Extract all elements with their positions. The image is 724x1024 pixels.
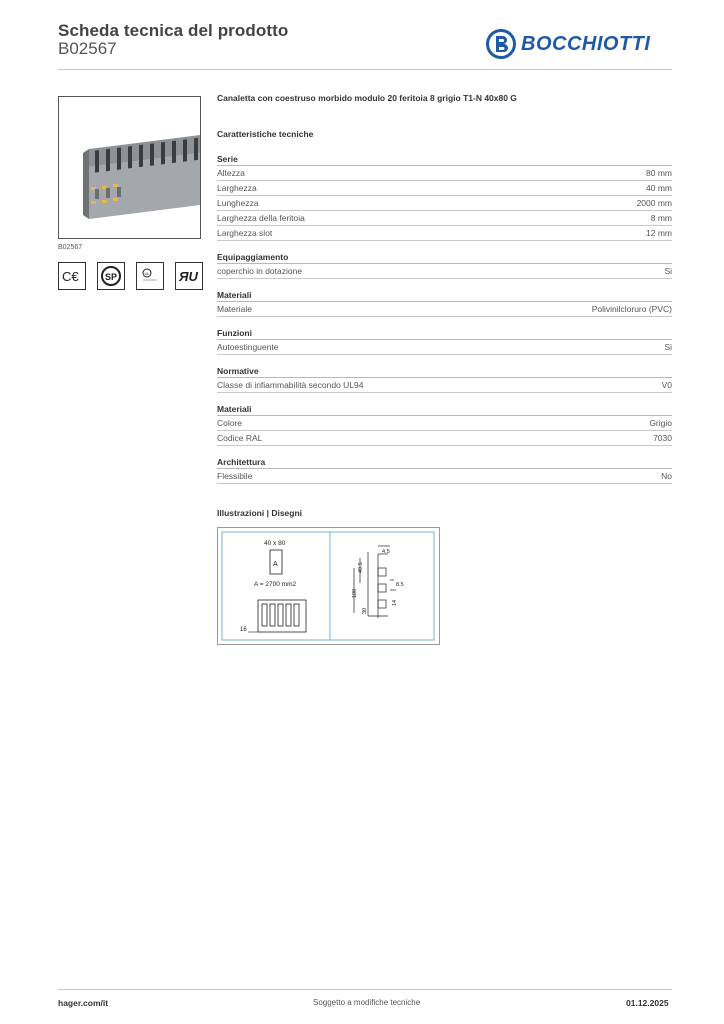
spec-section-title: Serie — [217, 153, 672, 166]
spec-section — [217, 251, 672, 279]
spec-label: coperchio in dotazione — [217, 266, 303, 276]
drawing-dim-30: 30 — [362, 607, 368, 614]
spec-row — [217, 211, 672, 226]
ru-mark-icon — [175, 262, 203, 290]
spec-row — [217, 378, 672, 393]
product-image — [58, 96, 201, 239]
spec-value: Si — [664, 342, 672, 352]
drawing-dim-100: 100 — [352, 588, 358, 598]
bocchiotti-logo-icon — [486, 29, 516, 59]
spec-section — [217, 365, 672, 393]
spec-row — [217, 469, 672, 484]
product-image-caption: B02567 — [58, 244, 83, 251]
technical-drawing — [217, 527, 440, 645]
footer-website: hager.com/it — [58, 998, 109, 1008]
spec-label: Larghezza slot — [217, 228, 273, 238]
drawing-dim-14: 14 — [392, 599, 398, 606]
spec-value: 12 mm — [646, 228, 672, 238]
spec-value: 8 mm — [650, 213, 672, 223]
spec-row — [217, 340, 672, 355]
spec-section — [217, 153, 672, 241]
svg-text:UL: UL — [144, 271, 150, 276]
brand-name: BOCCHIOTTI — [521, 32, 651, 55]
footer-disclaimer: Soggetto a modifiche tecniche — [313, 998, 421, 1007]
brand-logo — [486, 28, 650, 60]
spec-value: Grigio — [649, 418, 672, 428]
drawing-dim-8-5: 8.5 — [396, 582, 404, 588]
spec-section-title: Architettura — [217, 456, 672, 469]
spec-section — [217, 289, 672, 317]
spec-label: Flessibile — [217, 471, 253, 481]
drawing-size-label: 40 x 80 — [264, 540, 286, 547]
spec-content — [217, 93, 672, 484]
spec-row — [217, 431, 672, 446]
page-title: Scheda tecnica del prodotto — [58, 21, 289, 40]
spec-value: No — [661, 471, 672, 481]
spec-label: Materiale — [217, 304, 252, 314]
drawing-letter-label: A — [273, 561, 278, 568]
drawing-dim-49-5: 49.5 — [358, 562, 364, 573]
drawing-dim-16: 16 — [240, 627, 247, 633]
spec-sections — [217, 153, 672, 484]
spec-row — [217, 181, 672, 196]
spec-section — [217, 327, 672, 355]
footer-divider — [58, 989, 672, 990]
spec-section-title: Normative — [217, 365, 672, 378]
spec-row — [217, 196, 672, 211]
product-name: Canaletta con coestruso morbido modulo 20 feritoia 8 grigio T1-N 40x80 G — [217, 93, 517, 103]
cable-duct-picture — [59, 97, 200, 238]
spec-label: Larghezza — [217, 183, 257, 193]
spec-value: V0 — [661, 380, 672, 390]
spec-section-title: Materiali — [217, 289, 672, 302]
certification-marks — [58, 262, 203, 290]
spec-label: Larghezza della feritoia — [217, 213, 305, 223]
csa-mark-icon — [97, 262, 125, 290]
spec-row — [217, 226, 672, 241]
spec-section — [217, 403, 672, 446]
spec-value: 7030 — [653, 433, 672, 443]
illustrations-title: Illustrazioni | Disegni — [217, 508, 303, 518]
spec-value: 2000 mm — [636, 198, 672, 208]
svg-text:C€: C€ — [62, 269, 79, 284]
spec-label: Classe di infiammabilità secondo UL94 — [217, 380, 364, 390]
spec-label: Colore — [217, 418, 243, 428]
spec-value: Si — [664, 266, 672, 276]
tech-specs-title: Caratteristiche tecniche — [217, 129, 314, 139]
spec-label: Altezza — [217, 168, 245, 178]
spec-section-title: Funzioni — [217, 327, 672, 340]
spec-label: Codice RAL — [217, 433, 263, 443]
spec-value: 80 mm — [646, 168, 672, 178]
spec-row — [217, 264, 672, 279]
spec-row — [217, 416, 672, 431]
ul-recognized-icon — [136, 262, 164, 290]
spec-section-title: Materiali — [217, 403, 672, 416]
drawing-dim-4-5: 4.5 — [382, 549, 390, 555]
spec-value: Polivinilcloruro (PVC) — [591, 304, 672, 314]
spec-row — [217, 302, 672, 317]
spec-value: 40 mm — [646, 183, 672, 193]
header-divider — [58, 69, 672, 70]
product-code: B02567 — [58, 39, 117, 58]
spec-section-title: Equipaggiamento — [217, 251, 672, 264]
ce-mark-icon — [58, 262, 86, 290]
svg-text:ЯU: ЯU — [179, 269, 198, 284]
spec-row — [217, 166, 672, 181]
spec-label: Autoestinguente — [217, 342, 279, 352]
drawing-area-label: A = 2700 mm2 — [254, 581, 297, 588]
spec-label: Lunghezza — [217, 198, 259, 208]
svg-text:SP: SP — [105, 272, 118, 282]
footer-date: 01.12.2025 — [626, 998, 669, 1008]
spec-section — [217, 456, 672, 484]
